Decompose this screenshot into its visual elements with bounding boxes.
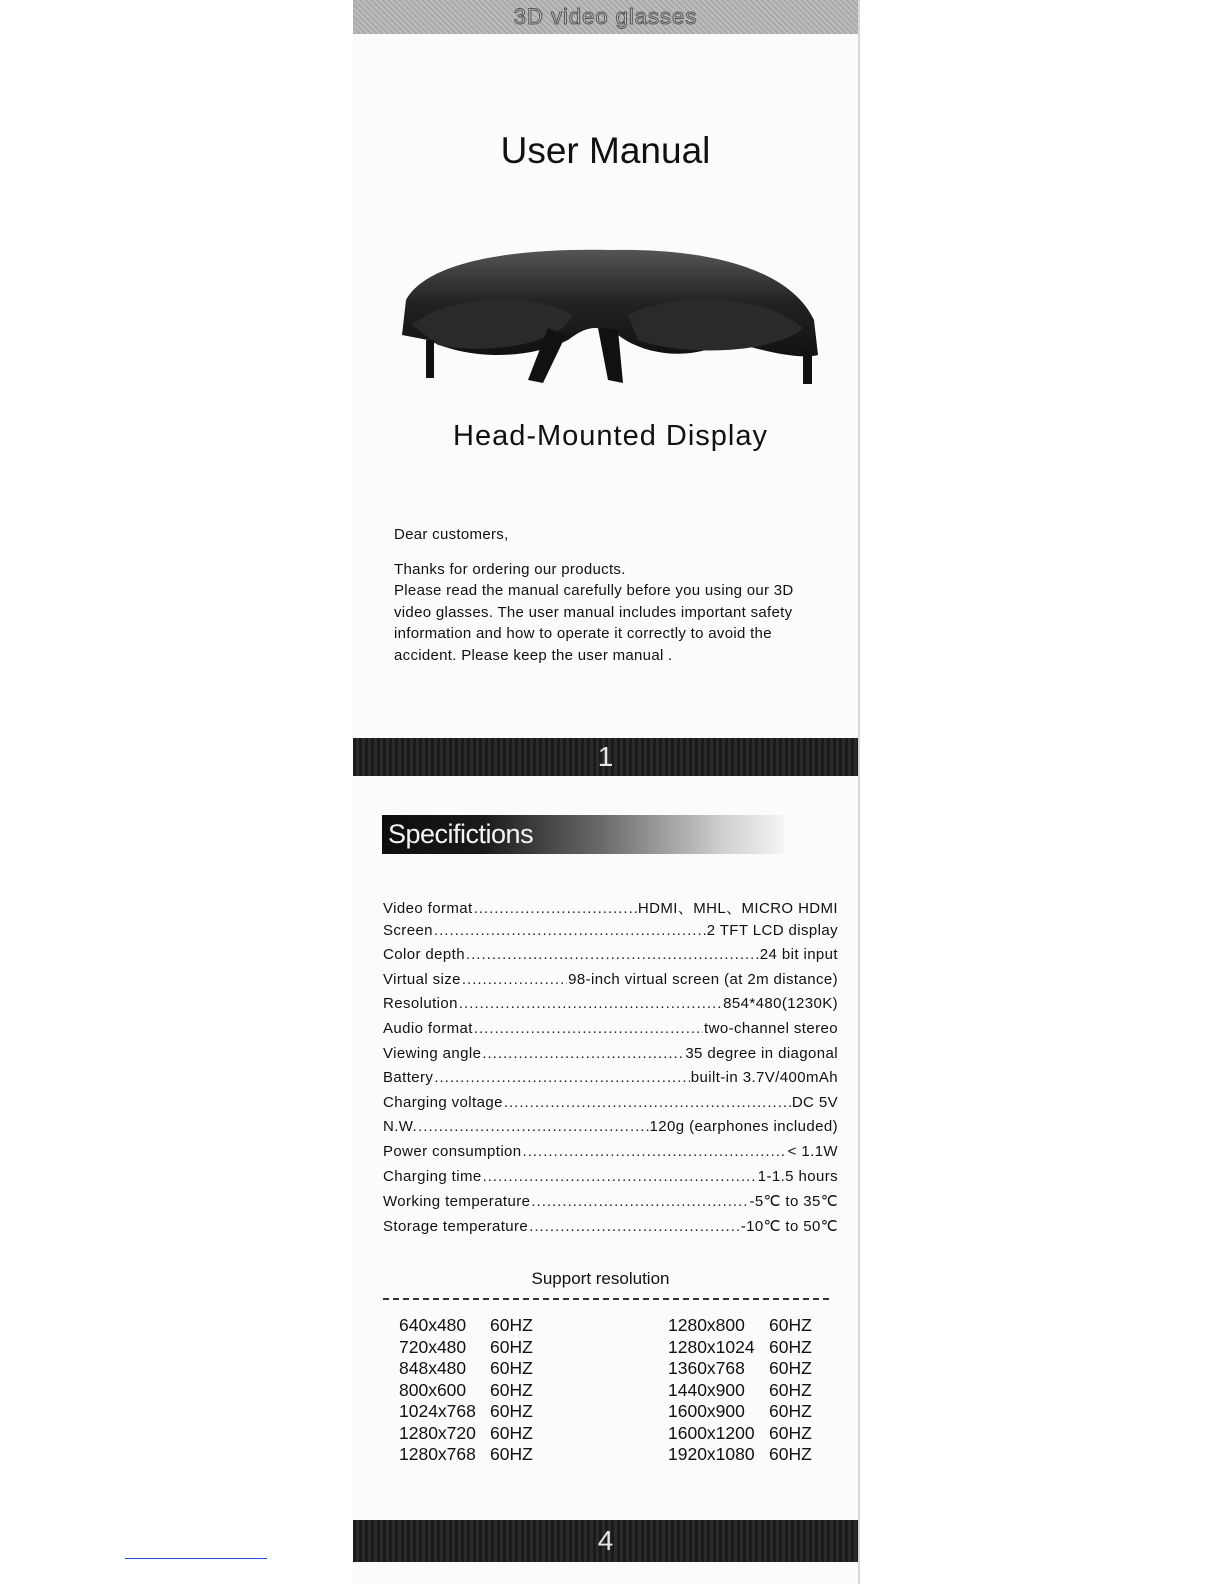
refresh-rate: 60HZ	[769, 1422, 812, 1443]
resolution-value: 1600x1200	[668, 1422, 755, 1443]
resolution-row	[399, 1380, 533, 1402]
page-number-bar	[353, 1520, 858, 1562]
leader-dots	[466, 946, 759, 963]
resolution-row	[668, 1337, 812, 1359]
spec-row	[383, 1094, 838, 1119]
leader-dots	[462, 971, 567, 988]
leader-dots	[523, 1143, 787, 1160]
spec-value: 98-inch virtual screen (at 2m distance)	[568, 970, 838, 988]
spec-label: Battery	[383, 1069, 434, 1087]
banner-text: 3D video glasses	[513, 4, 698, 29]
refresh-rate: 60HZ	[769, 1358, 812, 1378]
resolution-row	[668, 1315, 812, 1337]
resolution-row	[668, 1401, 812, 1423]
resolution-value: 848x480	[399, 1358, 467, 1378]
leader-dots	[483, 1168, 757, 1185]
spec-value: HDMI、MHL、MICRO HDMI	[637, 900, 838, 917]
spec-label: Resolution	[383, 995, 458, 1013]
spec-label: Screen	[383, 921, 433, 939]
resolution-row	[668, 1358, 812, 1380]
refresh-rate: 60HZ	[769, 1401, 812, 1421]
spec-label: Charging voltage	[383, 1093, 503, 1111]
spec-label: Audio format	[383, 1019, 473, 1037]
spec-label: Working temperature	[383, 1193, 531, 1211]
greeting: Dear customers,	[394, 526, 509, 543]
dashed-divider	[383, 1298, 829, 1300]
resolution-value: 640x480	[399, 1315, 467, 1335]
spec-label: Storage temperature	[383, 1217, 529, 1235]
resolution-value: 1024x768	[399, 1401, 476, 1421]
intro-paragraph: Thanks for ordering our products. Please read the manual carefully before you using our 3D video glasses. The user manual includes important safety information and how to operate it correctly to avoid the accident. Please keep the user manual .	[394, 560, 794, 664]
leader-dots	[459, 995, 722, 1012]
spec-value: < 1.1W	[787, 1142, 838, 1160]
refresh-rate: 60HZ	[490, 1422, 533, 1443]
resolution-value: 1920x1080	[668, 1444, 755, 1464]
spec-value: -10℃ to 50℃	[740, 1217, 838, 1235]
resolution-column-right	[668, 1315, 812, 1466]
refresh-rate: 60HZ	[490, 1444, 533, 1464]
refresh-rate: 60HZ	[769, 1336, 812, 1357]
specifications-list	[383, 897, 838, 1241]
intro-text	[394, 524, 834, 666]
refresh-rate: 60HZ	[769, 1379, 812, 1400]
resolution-row	[668, 1444, 812, 1466]
leader-dots	[434, 1069, 689, 1086]
leader-dots	[482, 1045, 684, 1062]
spec-value: 854*480(1230K)	[723, 995, 838, 1013]
resolution-row	[399, 1358, 533, 1380]
refresh-rate: 60HZ	[490, 1336, 533, 1357]
top-banner	[353, 0, 858, 34]
page-title: User Manual	[500, 130, 711, 171]
resolution-row	[668, 1423, 812, 1445]
page-number: 1	[597, 741, 614, 772]
refresh-rate: 60HZ	[490, 1315, 533, 1335]
spec-row	[383, 946, 838, 971]
spec-row	[383, 995, 838, 1020]
spec-row	[383, 1118, 838, 1143]
leader-dots	[474, 900, 637, 917]
resolution-value: 1360x768	[668, 1358, 745, 1378]
spec-label: N.W.	[383, 1118, 418, 1136]
spec-row	[383, 1217, 838, 1242]
resolution-value: 1280x1024	[668, 1336, 755, 1357]
spec-value: built-in 3.7V/400mAh	[690, 1069, 838, 1087]
head-mounted-display-image	[398, 240, 822, 390]
resolution-value: 1440x900	[668, 1379, 745, 1400]
spec-row	[383, 897, 838, 922]
page-number-bar	[353, 738, 858, 776]
leader-dots	[504, 1094, 791, 1111]
leader-dots	[434, 922, 706, 939]
spec-row	[383, 1168, 838, 1193]
spec-value: 120g (earphones included)	[649, 1118, 838, 1136]
spec-row	[383, 1069, 838, 1094]
refresh-rate: 60HZ	[490, 1379, 533, 1400]
refresh-rate: 60HZ	[490, 1401, 533, 1421]
spec-value: 1-1.5 hours	[757, 1167, 838, 1185]
spec-label: Power consumption	[383, 1142, 522, 1160]
refresh-rate: 60HZ	[769, 1315, 812, 1335]
specifications-heading: Specifictions	[382, 815, 784, 854]
resolution-value: 1280x720	[399, 1422, 476, 1443]
resolution-column-left	[399, 1315, 533, 1466]
spec-label: Video format	[383, 900, 473, 917]
link-underline	[125, 1558, 267, 1559]
spec-value: 35 degree in diagonal	[685, 1044, 838, 1062]
spec-label: Charging time	[383, 1167, 482, 1185]
spec-label: Virtual size	[383, 970, 461, 988]
spec-row	[383, 922, 838, 947]
resolution-value: 720x480	[399, 1336, 467, 1357]
spec-value: 2 TFT LCD display	[706, 921, 838, 939]
spec-value: DC 5V	[791, 1093, 838, 1111]
spec-value: two-channel stereo	[704, 1019, 838, 1037]
spec-label: Color depth	[383, 946, 465, 964]
product-subtitle: Head-Mounted Display	[453, 420, 768, 452]
spec-row	[383, 971, 838, 996]
spec-row	[383, 1192, 838, 1217]
refresh-rate: 60HZ	[769, 1444, 812, 1464]
resolution-value: 1600x900	[668, 1401, 745, 1421]
leader-dots	[529, 1218, 740, 1235]
resolution-row	[399, 1401, 533, 1423]
spec-row	[383, 1143, 838, 1168]
spec-row	[383, 1020, 838, 1045]
resolution-value: 1280x768	[399, 1444, 476, 1464]
resolution-value: 800x600	[399, 1379, 467, 1400]
spec-value: 24 bit input	[759, 946, 838, 964]
leader-dots	[474, 1020, 703, 1037]
resolution-row	[399, 1423, 533, 1445]
spec-value: -5℃ to 35℃	[749, 1193, 838, 1211]
spec-row	[383, 1045, 838, 1070]
resolution-row	[399, 1315, 533, 1337]
resolution-row	[399, 1444, 533, 1466]
leader-dots	[531, 1193, 748, 1210]
resolution-row	[668, 1380, 812, 1402]
page-number: 4	[597, 1525, 614, 1556]
resolution-row	[399, 1337, 533, 1359]
spec-label: Viewing angle	[383, 1044, 482, 1062]
support-resolution-title: Support resolution	[531, 1269, 670, 1288]
refresh-rate: 60HZ	[490, 1358, 533, 1378]
resolution-value: 1280x800	[668, 1315, 745, 1335]
leader-dots	[418, 1118, 648, 1135]
